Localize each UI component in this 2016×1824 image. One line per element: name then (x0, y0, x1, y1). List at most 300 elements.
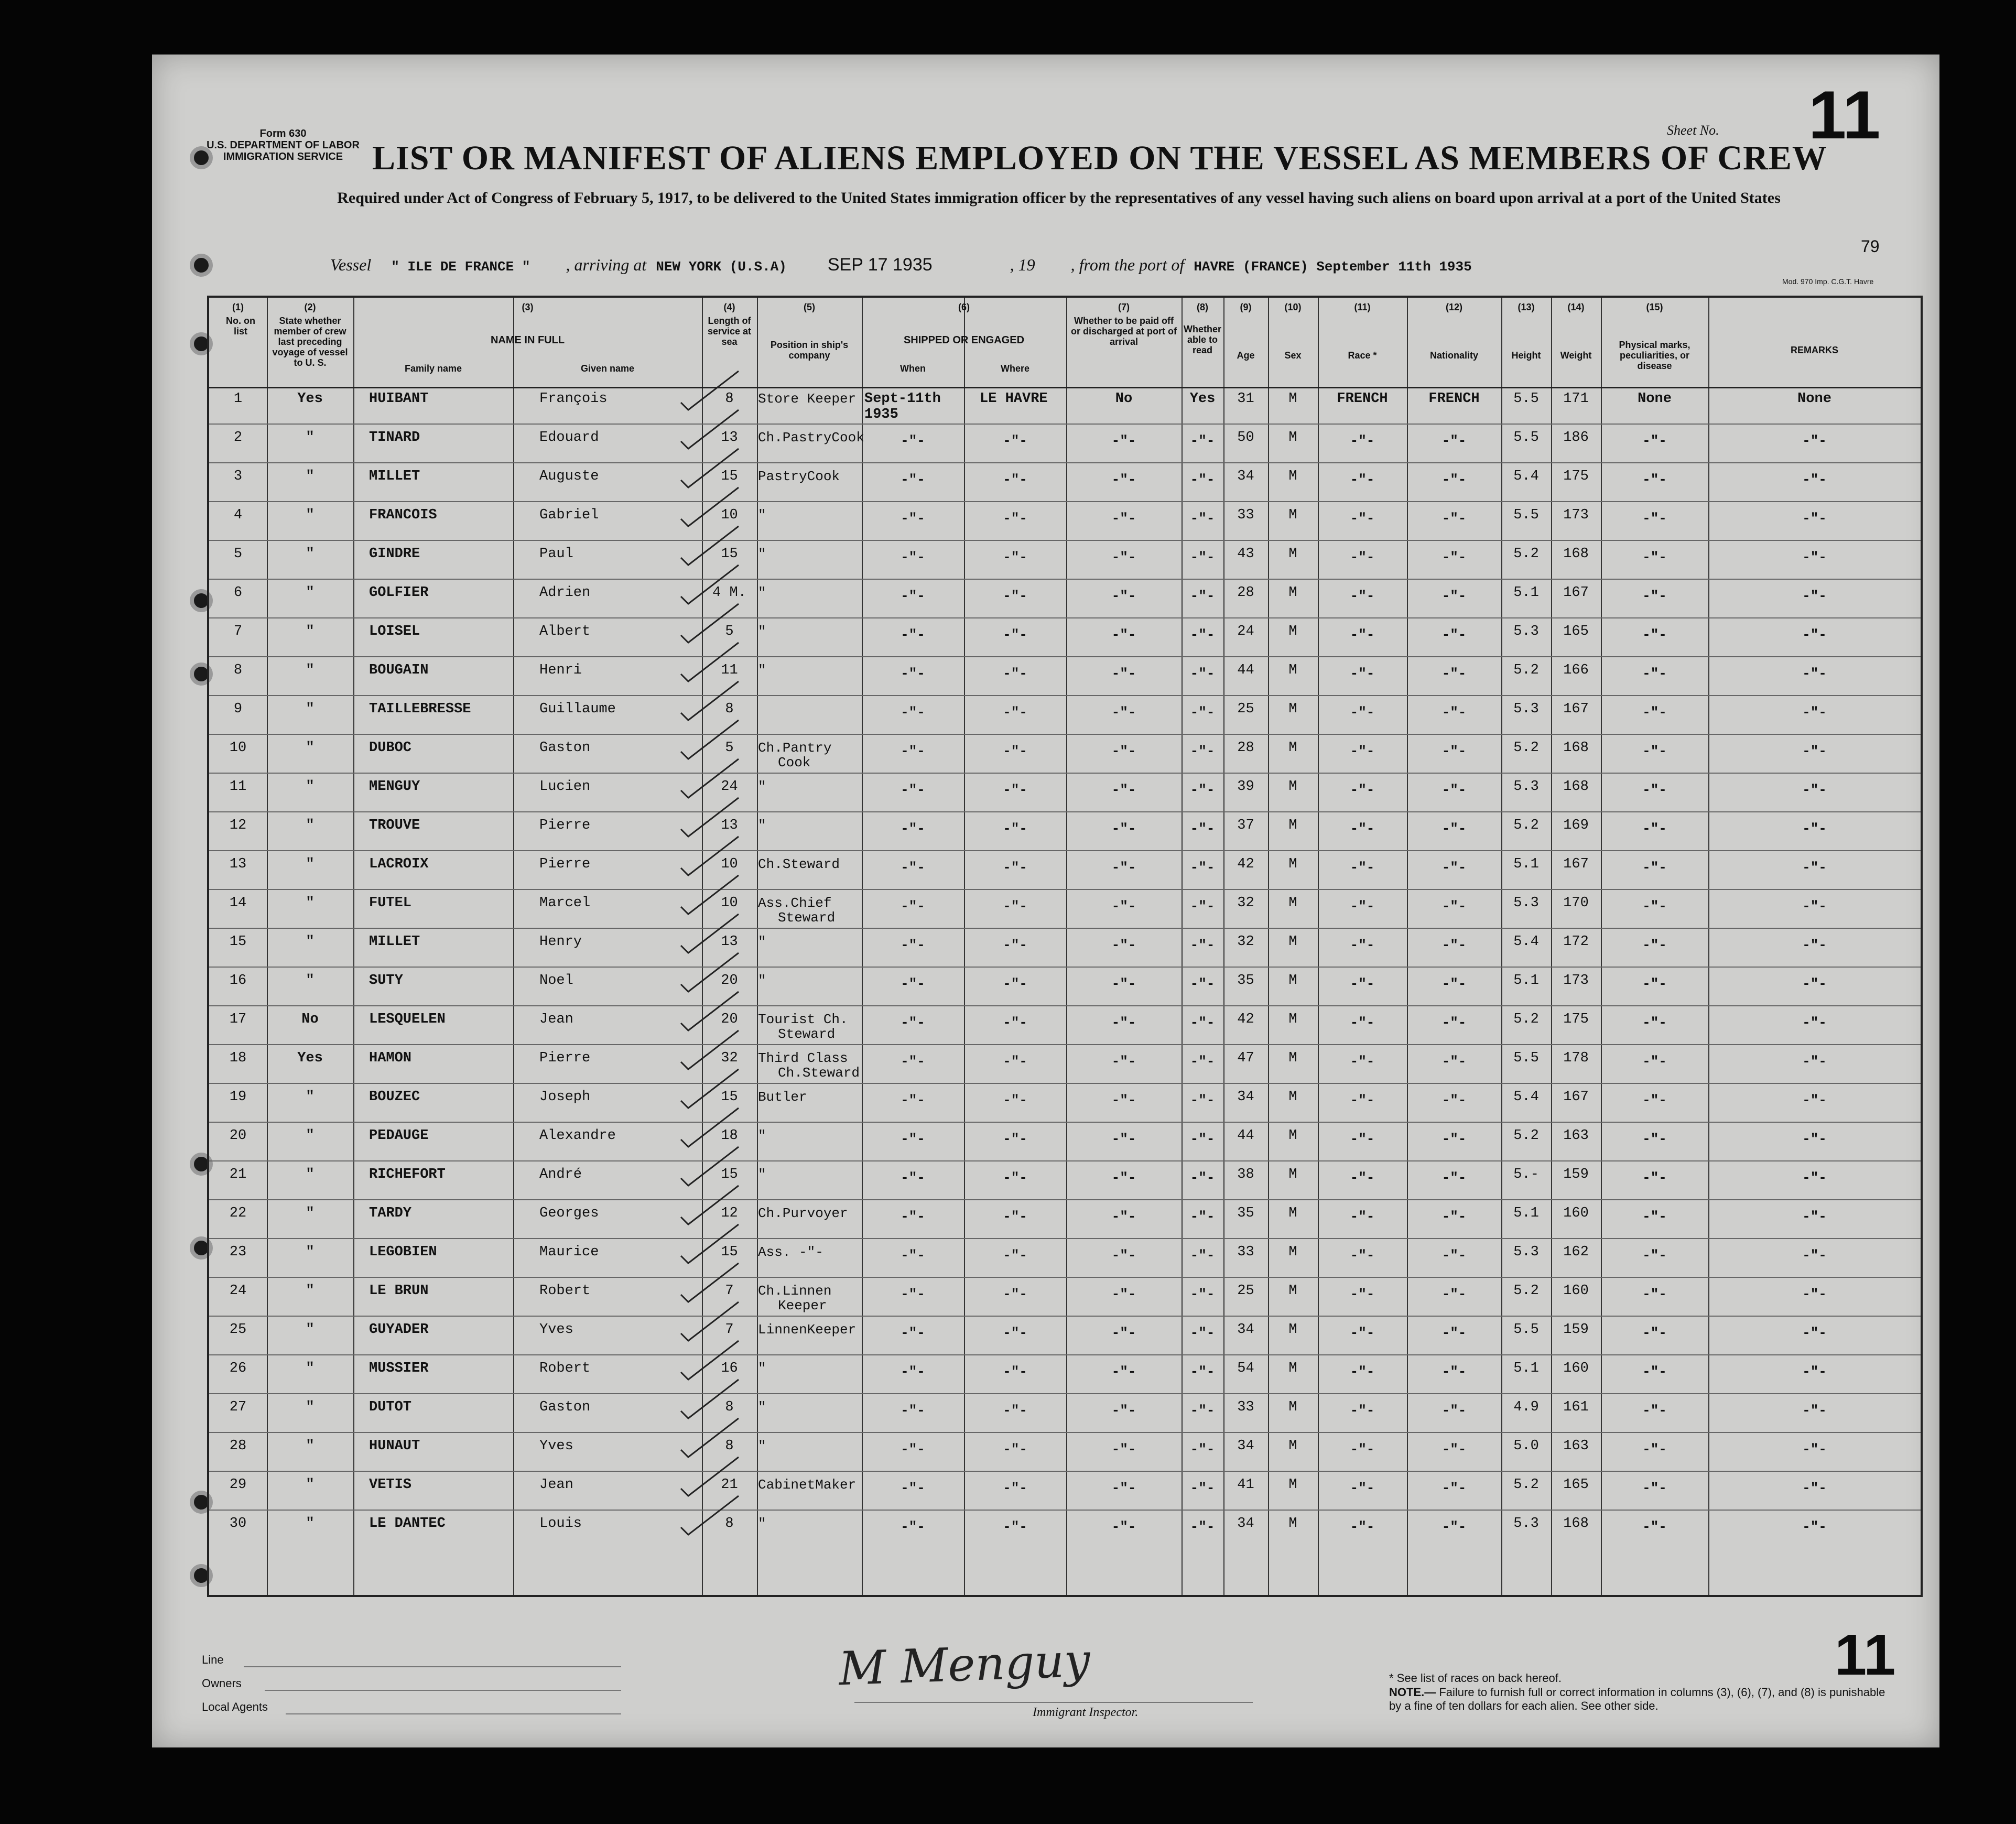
paid-off-ditto: -"- (1111, 1403, 1136, 1418)
check-mark (681, 1108, 739, 1147)
given-name: Pierre (539, 818, 591, 833)
service-length: 20 (721, 973, 738, 989)
remarks-ditto: -"- (1802, 898, 1827, 914)
paid-off-ditto: -"- (1111, 704, 1136, 720)
sex: M (1288, 740, 1297, 756)
position: " (758, 1167, 766, 1182)
able-to-read-ditto: -"- (1190, 1131, 1215, 1147)
position: " (758, 663, 766, 678)
race-ditto: -"- (1350, 666, 1375, 681)
position: " (758, 546, 766, 562)
remarks-ditto: -"- (1802, 433, 1827, 449)
family-name: GUYADER (369, 1322, 429, 1338)
sex: M (1288, 585, 1297, 601)
service-length: 24 (721, 779, 738, 795)
service-length: 15 (721, 546, 738, 562)
shipped-where-ditto: -"- (1003, 666, 1027, 681)
row-number: 25 (229, 1322, 247, 1338)
family-name: MILLET (369, 934, 420, 950)
able-to-read-ditto: -"- (1190, 937, 1215, 953)
given-name: Edouard (539, 430, 599, 446)
remarks-ditto: -"- (1802, 472, 1827, 487)
check-mark (681, 798, 739, 837)
from-port-label: , from the port of (1070, 255, 1185, 274)
age: 42 (1237, 856, 1254, 872)
remarks-ditto: -"- (1802, 627, 1827, 643)
position: Store Keeper (758, 391, 857, 407)
height: 5.2 (1513, 1477, 1539, 1493)
position: Third Class (758, 1050, 848, 1066)
position: " (758, 507, 766, 523)
physical-marks-ditto: -"- (1642, 588, 1667, 604)
height: 5.2 (1513, 1012, 1539, 1027)
physical-marks-ditto: -"- (1642, 1209, 1667, 1224)
c6-where-label: Where (1000, 363, 1029, 374)
given-name: Paul (539, 546, 573, 562)
sex: M (1288, 818, 1297, 833)
check-mark (681, 875, 739, 914)
physical-marks-ditto: -"- (1642, 782, 1667, 798)
shipped-where-ditto: -"- (1003, 1170, 1027, 1186)
weight: 175 (1563, 1012, 1589, 1027)
family-name: LE BRUN (369, 1283, 429, 1299)
age: 25 (1237, 701, 1254, 717)
shipped-when-ditto: -"- (901, 1480, 925, 1496)
age: 35 (1237, 973, 1254, 989)
sex: M (1288, 1050, 1297, 1066)
nationality-ditto: -"- (1441, 1247, 1467, 1263)
previous-voyage: Yes (297, 1050, 323, 1066)
race-ditto: -"- (1350, 704, 1375, 720)
c2-label: State whether member of crew last preceding voyage of vessel to U. S. (272, 316, 348, 368)
remarks-ditto: -"- (1802, 1480, 1827, 1496)
age: 28 (1237, 585, 1254, 601)
weight: 173 (1563, 507, 1589, 523)
previous-voyage: " (306, 624, 315, 639)
weight: 160 (1563, 1361, 1589, 1376)
c3-number: (3) (522, 302, 534, 312)
c13-label: Height (1511, 350, 1541, 361)
c8-label: Whether able to read (1184, 324, 1221, 355)
remarks-ditto: -"- (1802, 1131, 1827, 1147)
given-name: André (539, 1167, 582, 1182)
check-mark (681, 1341, 739, 1380)
weight: 168 (1563, 1516, 1589, 1532)
able-to-read-ditto: -"- (1190, 821, 1215, 837)
row-number: 13 (229, 856, 247, 872)
weight: 172 (1563, 934, 1589, 950)
physical-marks-ditto: -"- (1642, 1519, 1667, 1535)
weight: 165 (1563, 624, 1589, 639)
shipped-when-ditto: -"- (901, 1015, 925, 1030)
given-name: Guillaume (539, 701, 616, 717)
shipped-when-ditto: -"- (901, 782, 925, 798)
race-ditto: -"- (1350, 1247, 1375, 1263)
able-to-read-ditto: -"- (1190, 1092, 1215, 1108)
paid-off-ditto: -"- (1111, 937, 1136, 953)
c3-family-label: Family name (404, 363, 462, 374)
nationality-ditto: -"- (1441, 1054, 1467, 1069)
family-name: FUTEL (369, 895, 412, 911)
physical-marks-ditto: -"- (1642, 898, 1667, 914)
row-number: 5 (233, 546, 243, 562)
shipped-when-ditto: -"- (901, 1170, 925, 1186)
able-to-read-ditto: -"- (1190, 1054, 1215, 1069)
position: " (758, 1399, 766, 1415)
check-mark (681, 1147, 739, 1186)
age: 44 (1237, 1128, 1254, 1144)
age: 33 (1237, 1399, 1254, 1415)
age: 32 (1237, 934, 1254, 950)
given-name: Georges (539, 1206, 599, 1221)
height: 5.0 (1513, 1438, 1539, 1454)
check-mark (681, 410, 739, 449)
shipped-where-ditto: -"- (1003, 1403, 1027, 1418)
nationality-ditto: -"- (1441, 937, 1467, 953)
physical-marks-ditto: -"- (1642, 1364, 1667, 1380)
service-length: 32 (721, 1050, 738, 1066)
shipped-where-ditto: -"- (1003, 1441, 1027, 1457)
race-ditto: -"- (1350, 937, 1375, 953)
family-name: LESQUELEN (369, 1012, 446, 1027)
family-name: LACROIX (369, 856, 429, 872)
shipped-when-ditto: -"- (901, 1403, 925, 1418)
form-number: Form 630 (259, 128, 307, 139)
c9-label: Age (1237, 350, 1255, 361)
race-ditto: -"- (1350, 860, 1375, 875)
age: 33 (1237, 1244, 1254, 1260)
physical-marks-ditto: -"- (1642, 1054, 1667, 1069)
remarks-ditto: -"- (1802, 704, 1827, 720)
remarks-ditto: -"- (1802, 588, 1827, 604)
check-mark (681, 953, 739, 992)
check-mark (681, 681, 739, 720)
paid-off-ditto: -"- (1111, 1325, 1136, 1341)
shipped-when-ditto: -"- (901, 1054, 925, 1069)
c10-label: Sex (1284, 350, 1302, 361)
remarks-ditto: -"- (1802, 1519, 1827, 1535)
weight: 160 (1563, 1206, 1589, 1221)
races-note: * See list of races on back hereof. (1389, 1671, 1562, 1685)
nationality-ditto: -"- (1441, 1209, 1467, 1224)
physical-marks-ditto: -"- (1642, 1403, 1667, 1418)
height: 5.2 (1513, 546, 1539, 562)
given-name: Noel (539, 973, 573, 989)
signature-line (854, 1702, 1253, 1703)
given-name: Yves (539, 1438, 573, 1454)
nationality-ditto: -"- (1441, 1131, 1467, 1147)
sex: M (1288, 856, 1297, 872)
age: 44 (1237, 663, 1254, 678)
c7-number: (7) (1118, 302, 1130, 312)
height: 5.3 (1513, 624, 1539, 639)
family-name: FRANCOIS (369, 507, 437, 523)
position: Ch.Steward (758, 856, 840, 872)
sex: M (1288, 391, 1297, 407)
family-name: RICHEFORT (369, 1167, 446, 1182)
check-mark (681, 487, 739, 526)
check-mark (681, 992, 739, 1030)
paid-off-ditto: -"- (1111, 821, 1136, 837)
physical-marks-ditto: -"- (1642, 433, 1667, 449)
row-number: 6 (233, 585, 243, 601)
c15-label: Physical marks, peculiarities, or disease (1619, 340, 1690, 371)
nationality-ditto: -"- (1441, 1015, 1467, 1030)
height: 5.- (1513, 1167, 1539, 1182)
c7-label: Whether to be paid off or discharged at port of arrival (1070, 316, 1177, 347)
sex: M (1288, 1012, 1297, 1027)
height: 4.9 (1513, 1399, 1539, 1415)
family-name: GOLFIER (369, 585, 429, 601)
physical-marks-ditto: -"- (1642, 511, 1667, 526)
penalty-note-lead: NOTE.— (1389, 1686, 1436, 1699)
sex: M (1288, 1283, 1297, 1299)
paid-off-ditto: -"- (1111, 1480, 1136, 1496)
remarks-ditto: -"- (1802, 1403, 1827, 1418)
previous-voyage: " (306, 1516, 315, 1532)
sex: M (1288, 663, 1297, 678)
row-number: 29 (229, 1477, 247, 1493)
height: 5.1 (1513, 1206, 1539, 1221)
year-label: , 19 (1010, 255, 1035, 274)
c8-number: (8) (1197, 302, 1208, 312)
check-mark (681, 526, 739, 565)
given-name: Louis (539, 1516, 582, 1532)
able-to-read-ditto: -"- (1190, 1403, 1215, 1418)
race-ditto: -"- (1350, 1364, 1375, 1380)
shipped-where-ditto: -"- (1003, 627, 1027, 643)
family-name: TINARD (369, 430, 420, 446)
race-ditto: -"- (1350, 898, 1375, 914)
nationality-ditto: -"- (1441, 1092, 1467, 1108)
remarks-ditto: -"- (1802, 1441, 1827, 1457)
able-to-read-ditto: -"- (1190, 1247, 1215, 1263)
remarks-ditto: -"- (1802, 1286, 1827, 1302)
paid-off-ditto: -"- (1111, 588, 1136, 604)
row-number: 10 (229, 740, 247, 756)
check-mark (681, 1069, 739, 1108)
given-name: Gabriel (539, 507, 599, 523)
position: Tourist Ch. (758, 1012, 848, 1027)
weight: 161 (1563, 1399, 1589, 1415)
remarks-ditto: -"- (1802, 1325, 1827, 1341)
physical-marks-ditto: -"- (1642, 937, 1667, 953)
age: 50 (1237, 430, 1254, 446)
paid-off-ditto: -"- (1111, 1015, 1136, 1030)
shipped-where-ditto: -"- (1003, 898, 1027, 914)
weight: 167 (1563, 701, 1589, 717)
row-number: 26 (229, 1361, 247, 1376)
nationality-ditto: -"- (1441, 1441, 1467, 1457)
height: 5.5 (1513, 1050, 1539, 1066)
physical-marks-ditto: -"- (1642, 1131, 1667, 1147)
c6-when-label: When (900, 363, 926, 374)
previous-voyage: " (306, 546, 315, 562)
physical-marks-ditto: -"- (1642, 860, 1667, 875)
shipped-when: Sept-11th (864, 391, 941, 407)
race-ditto: -"- (1350, 549, 1375, 565)
physical-marks-ditto: -"- (1642, 1480, 1667, 1496)
row-number: 23 (229, 1244, 247, 1260)
height: 5.4 (1513, 1089, 1539, 1105)
row-number: 9 (233, 701, 243, 717)
paid-off-ditto: -"- (1111, 666, 1136, 681)
able-to-read-ditto: -"- (1190, 1286, 1215, 1302)
shipped-where-ditto: -"- (1003, 1092, 1027, 1108)
previous-voyage: " (306, 1244, 315, 1260)
paid-off-ditto: -"- (1111, 472, 1136, 487)
height: 5.3 (1513, 701, 1539, 717)
weight: 162 (1563, 1244, 1589, 1260)
given-name: Robert (539, 1283, 591, 1299)
footer-sheet-number: 11 (1835, 1623, 1896, 1687)
height: 5.2 (1513, 740, 1539, 756)
penalty-note (1389, 1686, 1892, 1713)
arrival-port: NEW YORK (U.S.A) (656, 259, 787, 275)
height: 5.5 (1513, 430, 1539, 446)
inspector-signature: M Menguy (838, 1633, 1091, 1696)
age: 34 (1237, 1089, 1254, 1105)
sex: M (1288, 1477, 1297, 1493)
weight: 168 (1563, 546, 1589, 562)
shipped-when-ditto: -"- (901, 704, 925, 720)
height: 5.1 (1513, 856, 1539, 872)
weight: 167 (1563, 585, 1589, 601)
given-name: Gaston (539, 1399, 591, 1415)
height: 5.2 (1513, 1283, 1539, 1299)
position: " (758, 1438, 766, 1454)
service-length: 10 (721, 895, 738, 911)
family-name: MENGUY (369, 779, 420, 795)
tally-check-marks (209, 298, 1921, 1595)
height: 5.4 (1513, 934, 1539, 950)
check-mark (681, 1457, 739, 1496)
shipped-where-ditto: -"- (1003, 1286, 1027, 1302)
weight: 168 (1563, 740, 1589, 756)
weight: 168 (1563, 779, 1589, 795)
row-number: 28 (229, 1438, 247, 1454)
shipped-when-ditto: -"- (901, 1364, 925, 1380)
family-name: DUBOC (369, 740, 412, 756)
physical-marks-ditto: -"- (1642, 821, 1667, 837)
physical-marks-ditto: -"- (1642, 704, 1667, 720)
row-number: 12 (229, 818, 247, 833)
height: 5.3 (1513, 1244, 1539, 1260)
remarks: None (1797, 391, 1831, 407)
age: 54 (1237, 1361, 1254, 1376)
able-to-read-ditto: -"- (1190, 666, 1215, 681)
family-name: HUIBANT (369, 391, 429, 407)
race: FRENCH (1337, 391, 1388, 407)
shipped-when-ditto: -"- (901, 666, 925, 681)
c5-label: Position in ship's company (770, 340, 849, 361)
remarks-ditto: -"- (1802, 976, 1827, 992)
previous-voyage: " (306, 818, 315, 833)
sex: M (1288, 469, 1297, 484)
sheet-number-label: Sheet No. (1667, 123, 1719, 138)
shipped-when-ditto: -"- (901, 472, 925, 487)
shipped-where-ditto: -"- (1003, 1131, 1027, 1147)
able-to-read-ditto: -"- (1190, 433, 1215, 449)
shipped-when-ditto: -"- (901, 1519, 925, 1535)
row-number: 2 (233, 430, 243, 446)
remarks-ditto: -"- (1802, 1092, 1827, 1108)
race-ditto: -"- (1350, 511, 1375, 526)
sex: M (1288, 1244, 1297, 1260)
weight: 163 (1563, 1438, 1589, 1454)
given-name: Gaston (539, 740, 591, 756)
able-to-read-ditto: -"- (1190, 627, 1215, 643)
race-ditto: -"- (1350, 1441, 1375, 1457)
given-name: Adrien (539, 585, 591, 601)
physical-marks-ditto: -"- (1642, 472, 1667, 487)
able-to-read-ditto: -"- (1190, 472, 1215, 487)
paid-off-ditto: -"- (1111, 1286, 1136, 1302)
physical-marks-ditto: -"- (1642, 1247, 1667, 1263)
nationality-ditto: -"- (1441, 782, 1467, 798)
able-to-read-ditto: -"- (1190, 976, 1215, 992)
physical-marks-ditto: -"- (1642, 1092, 1667, 1108)
able-to-read-ditto: -"- (1190, 704, 1215, 720)
position: Ch.Linnen (758, 1283, 832, 1299)
row-number: 20 (229, 1128, 247, 1144)
shipped-when-ditto: -"- (901, 1325, 925, 1341)
paid-off-ditto: -"- (1111, 627, 1136, 643)
service-length: 15 (721, 1089, 738, 1105)
service-length: 7 (725, 1322, 734, 1338)
position-line-2: Ch.Steward (778, 1065, 860, 1081)
age: 41 (1237, 1477, 1254, 1493)
race-ditto: -"- (1350, 433, 1375, 449)
given-name: Jean (539, 1477, 573, 1493)
remarks-ditto: -"- (1802, 743, 1827, 759)
remarks-ditto: -"- (1802, 1054, 1827, 1069)
nationality-ditto: -"- (1441, 1480, 1467, 1496)
family-name: MUSSIER (369, 1361, 429, 1376)
row-number: 18 (229, 1050, 247, 1066)
shipped-when-ditto: -"- (901, 821, 925, 837)
sex: M (1288, 1206, 1297, 1221)
able-to-read-ditto: -"- (1190, 1480, 1215, 1496)
service-length: 8 (725, 1399, 734, 1415)
given-name: Marcel (539, 895, 591, 911)
race-ditto: -"- (1350, 1480, 1375, 1496)
given-name: Pierre (539, 856, 591, 872)
able-to-read-ditto: -"- (1190, 898, 1215, 914)
shipped-where-ditto: -"- (1003, 472, 1027, 487)
sex: M (1288, 1128, 1297, 1144)
previous-voyage: " (306, 1399, 315, 1415)
able-to-read-ditto: -"- (1190, 588, 1215, 604)
family-name: BOUZEC (369, 1089, 420, 1105)
row-number: 14 (229, 895, 247, 911)
age: 47 (1237, 1050, 1254, 1066)
service-length: 8 (725, 1516, 734, 1532)
check-mark (681, 643, 739, 681)
c11-number: (11) (1354, 302, 1371, 312)
nationality-ditto: -"- (1441, 666, 1467, 681)
shipped-when-ditto: -"- (901, 588, 925, 604)
paid-off-ditto: -"- (1111, 1054, 1136, 1069)
check-mark (681, 449, 739, 487)
c6-number: (6) (958, 302, 970, 312)
given-name: Maurice (539, 1244, 599, 1260)
position: " (758, 585, 766, 601)
row-number: 11 (229, 779, 247, 795)
shipped-where-ditto: -"- (1003, 782, 1027, 798)
paid-off-ditto: -"- (1111, 433, 1136, 449)
sex: M (1288, 1438, 1297, 1454)
